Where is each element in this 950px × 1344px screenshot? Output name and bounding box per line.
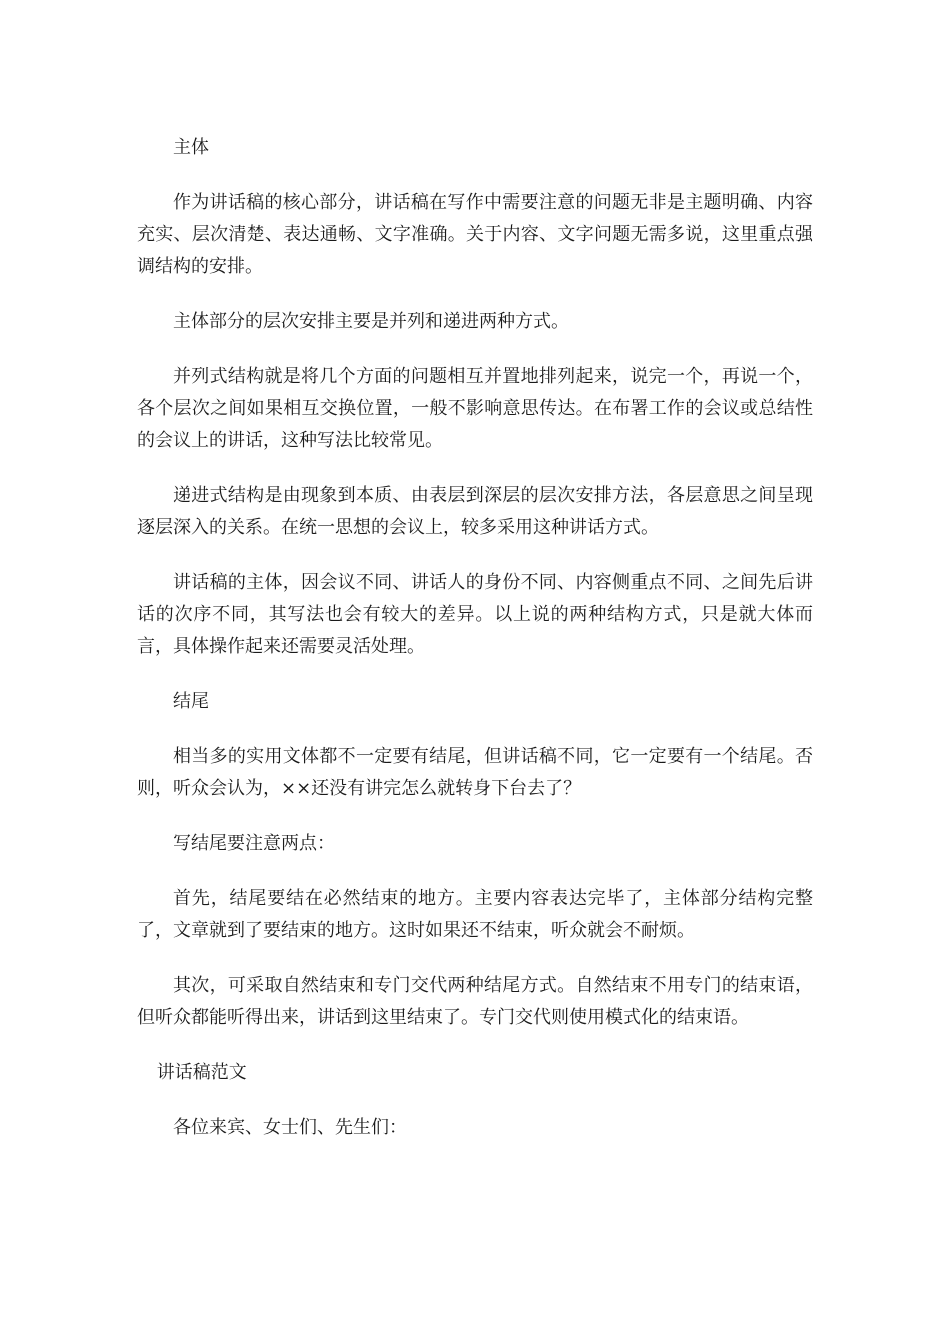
body-paragraph: 主体部分的层次安排主要是并列和递进两种方式。: [173, 311, 569, 332]
body-paragraph: 讲话稿的主体，因会议不同、讲话人的身份不同、内容侧重点不同、之间先后讲话的次序不同，其写法也会有较大的差异。以上说的两种结构方式，只是就大体而言，具体操作起来还需要灵活处理。: [137, 572, 813, 657]
body-paragraph: 首先，结尾要结在必然结束的地方。主要内容表达完毕了，主体部分结构完整了，文章就到了要结束的地方。这时如果还不结束，听众就会不耐烦。: [137, 888, 813, 941]
body-paragraph: 并列式结构就是将几个方面的问题相互并置地排列起来，说完一个，再说一个，各个层次之间如果相互交换位置，一般不影响意思传达。在布署工作的会议或总结性的会议上的讲话，这种写法比较常见。: [137, 366, 813, 451]
speech-salutation: 各位来宾、女士们、先生们：: [173, 1117, 407, 1138]
document-body: [137, 132, 813, 1167]
body-paragraph: 其次，可采取自然结束和专门交代两种结尾方式。自然结束不用专门的结束语，但听众都能听得出来，讲话到这里结束了。专门交代则使用模式化的结束语。: [137, 975, 813, 1028]
body-paragraph: 作为讲话稿的核心部分，讲话稿在写作中需要注意的问题无非是主题明确、内容充实、层次清楚、表达通畅、文字准确。关于内容、文字问题无需多说，这里重点强调结构的安排。: [137, 192, 813, 277]
body-paragraph: 递进式结构是由现象到本质、由表层到深层的层次安排方法，各层意思之间呈现逐层深入的关系。在统一思想的会议上，较多采用这种讲话方式。: [137, 485, 813, 538]
body-paragraph: 相当多的实用文体都不一定要有结尾，但讲话稿不同，它一定要有一个结尾。否则，听众会认为，××还没有讲完怎么就转身下台去了？: [137, 746, 813, 799]
body-paragraph: 写结尾要注意两点：: [173, 833, 335, 854]
section-heading-main-body: 主体: [173, 137, 209, 158]
section-heading-sample-speech: 讲话稿范文: [156, 1062, 247, 1083]
section-heading-ending: 结尾: [173, 691, 209, 712]
